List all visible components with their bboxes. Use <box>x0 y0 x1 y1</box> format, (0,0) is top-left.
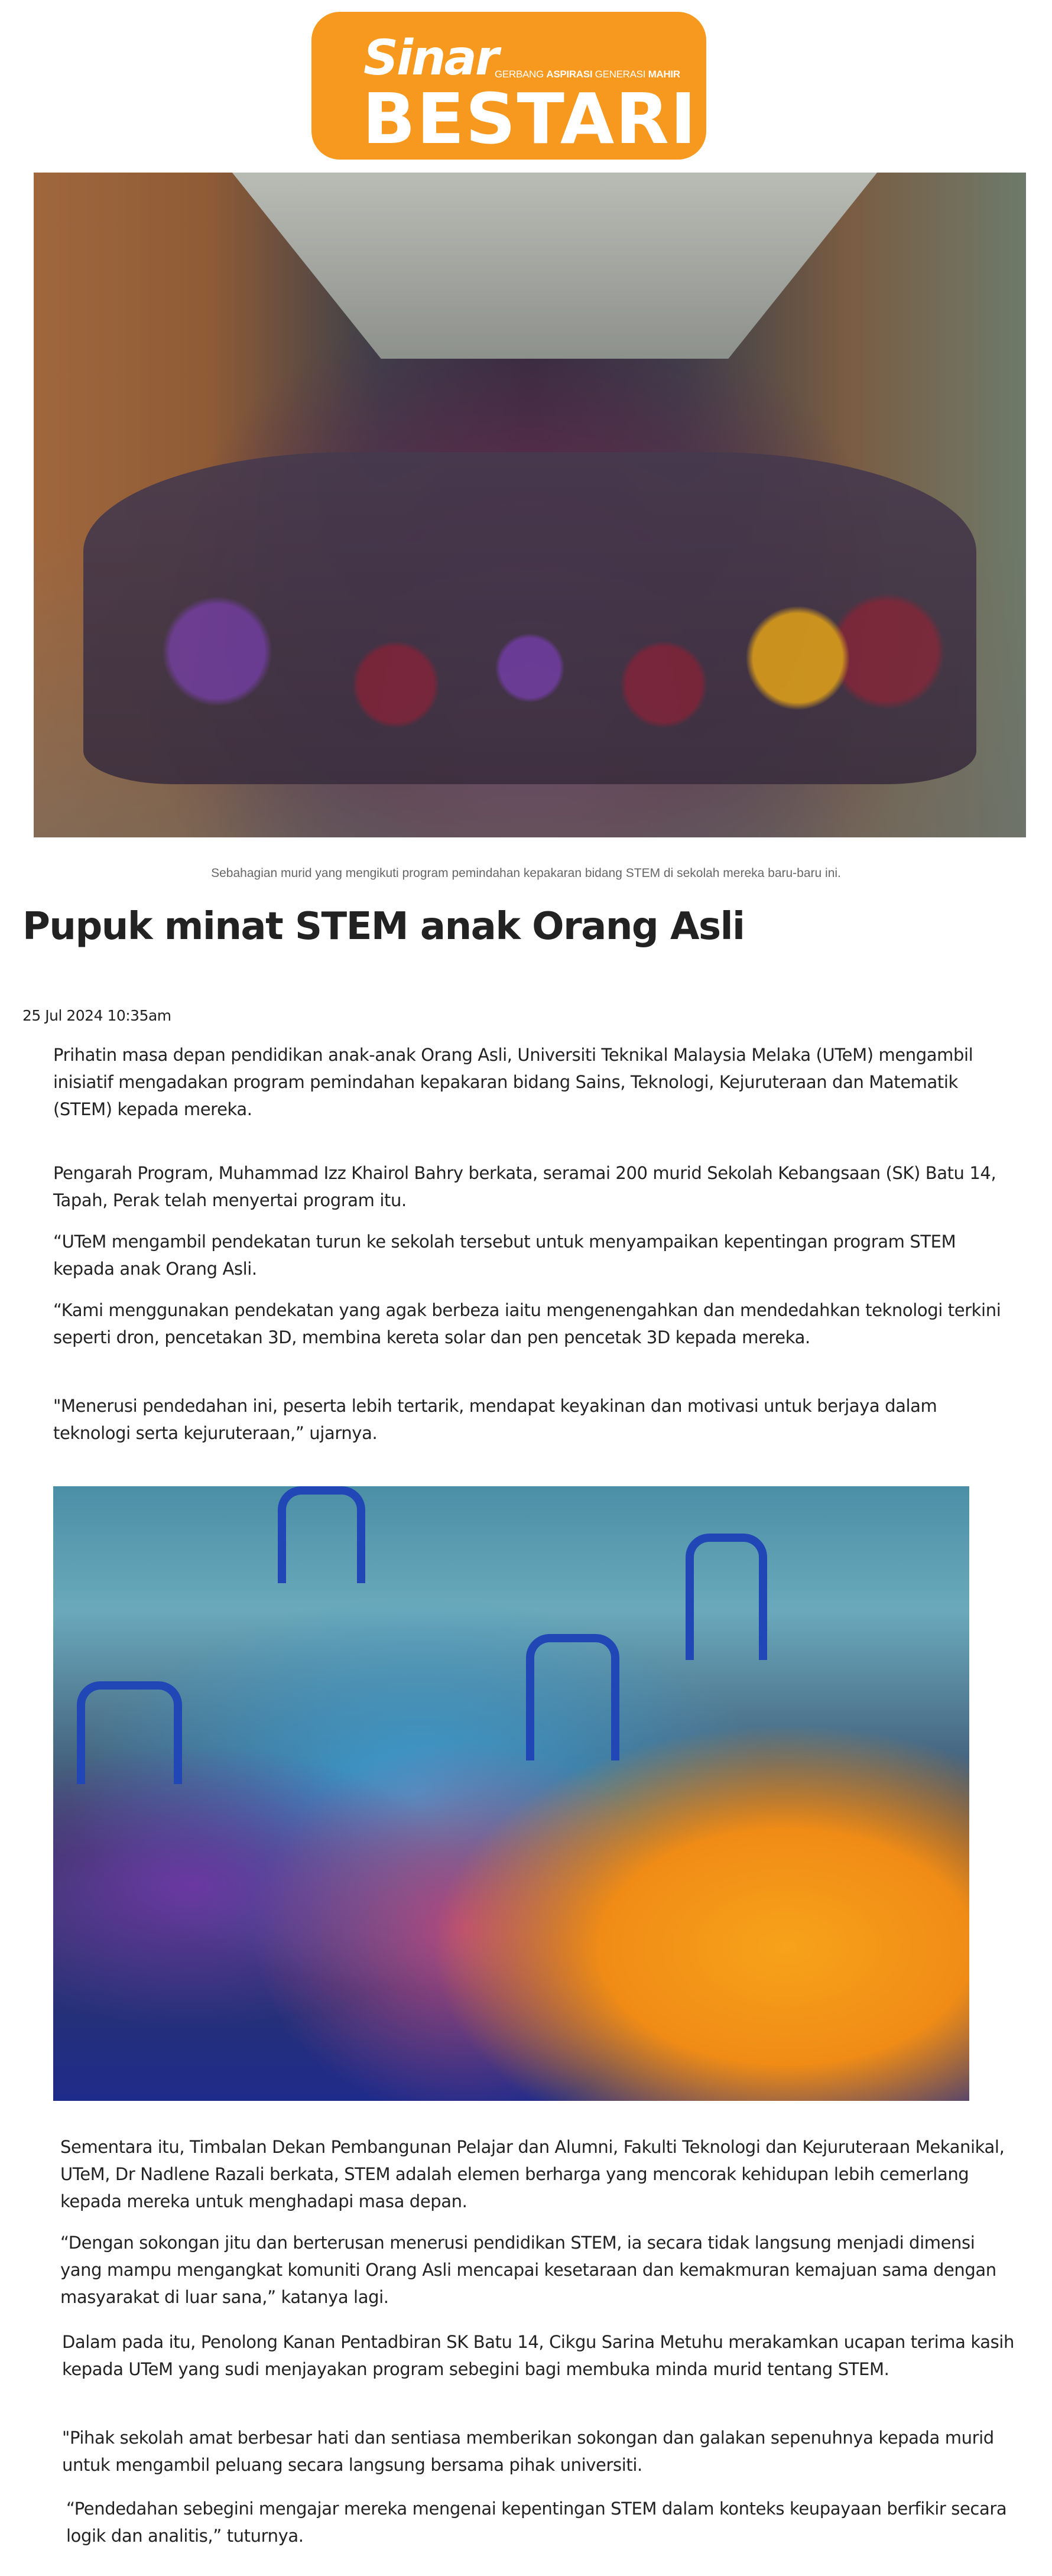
hero-image <box>34 173 1026 837</box>
article-paragraph: Dalam pada itu, Penolong Kanan Pentadbiran SK Batu 14, Cikgu Sarina Metuhu merakamkan ucapan terima kasih kepada UTeM yang sudi menjayakan program sebegini bagi membuka minda murid tentang STEM. <box>62 2332 1014 2379</box>
logo-brand-top: Sinar <box>363 30 498 86</box>
article-paragraph: "Menerusi pendedahan ini, peserta lebih tertarik, mendapat keyakinan dan motivasi untuk berjaya dalam teknologi serta kejuruteraan,” ujarnya. <box>53 1396 937 1443</box>
logo-brand-bottom: BESTARI <box>362 78 697 160</box>
article-paragraph: Sementara itu, Timbalan Dekan Pembangunan Pelajar dan Alumni, Fakulti Teknologi dan Kejuruteraan Mekanikal, UTeM, Dr Nadlene Razali berkata, STEM adalah elemen berharga yang mencorak kehidupan lebih cemerlang kepada mereka untuk menghadapi masa depan. <box>60 2137 1005 2211</box>
chair-shape <box>686 1534 767 1660</box>
article-paragraph: “Pendedahan sebegini mengajar mereka mengenai kepentingan STEM dalam konteks keupayaan berfikir secara logik dan analitis,” tuturnya. <box>66 2499 1007 2546</box>
article-paragraph: Prihatin masa depan pendidikan anak-anak Orang Asli, Universiti Teknikal Malaysia Melaka (UTeM) mengambil inisiatif mengadakan program pemindahan kepakaran bidang Sains, Teknologi, Kejuruteraan dan Matematik (STEM) kepada mereka. <box>53 1045 973 1119</box>
article-paragraph: “UTeM mengambil pendekatan turun ke sekolah tersebut untuk menyampaikan kepentingan program STEM kepada anak Orang Asli. <box>53 1232 956 1279</box>
article-paragraph: Pengarah Program, Muhammad Izz Khairol Bahry berkata, seramai 200 murid Sekolah Kebangsaan (SK) Batu 14, Tapah, Perak telah menyertai program itu. <box>53 1163 996 1210</box>
article-date: 25 Jul 2024 10:35am <box>22 1007 171 1024</box>
chair-shape <box>278 1486 365 1583</box>
inline-image <box>53 1486 969 2101</box>
article-paragraph: “Kami menggunakan pendekatan yang agak berbeza iaitu mengenengahkan dan mendedahkan teknologi terkini seperti dron, pencetakan 3D, membina kereta solar dan pen pencetak 3D kepada mereka. <box>53 1300 1001 1347</box>
chair-shape <box>526 1634 619 1760</box>
chair-shape <box>77 1681 182 1784</box>
article-paragraph: “Dengan sokongan jitu dan berterusan menerusi pendidikan STEM, ia secara tidak langsung menjadi dimensi yang mampu mengangkat komuniti Orang Asli mencapai kesetaraan dan kemakmuran kemajuan sama dengan masyarakat di luar sana,” katanya lagi. <box>60 2233 996 2307</box>
hero-image-crowd <box>83 452 976 785</box>
hero-image-caption: Sebahagian murid yang mengikuti program pemindahan kepakaran bidang STEM di sekolah mereka baru-baru ini. <box>211 866 841 880</box>
sinar-bestari-logo[interactable] <box>311 12 706 160</box>
hero-image-roof <box>34 173 1026 359</box>
logo-tagline: GERBANG ASPIRASI GENERASI MAHIR <box>495 69 680 80</box>
article-title: Pupuk minat STEM anak Orang Asli <box>22 905 745 948</box>
article-paragraph: "Pihak sekolah amat berbesar hati dan sentiasa memberikan sokongan dan galakan sepenuhnya kepada murid untuk mengambil peluang secara langsung bersama pihak universiti. <box>62 2428 994 2475</box>
